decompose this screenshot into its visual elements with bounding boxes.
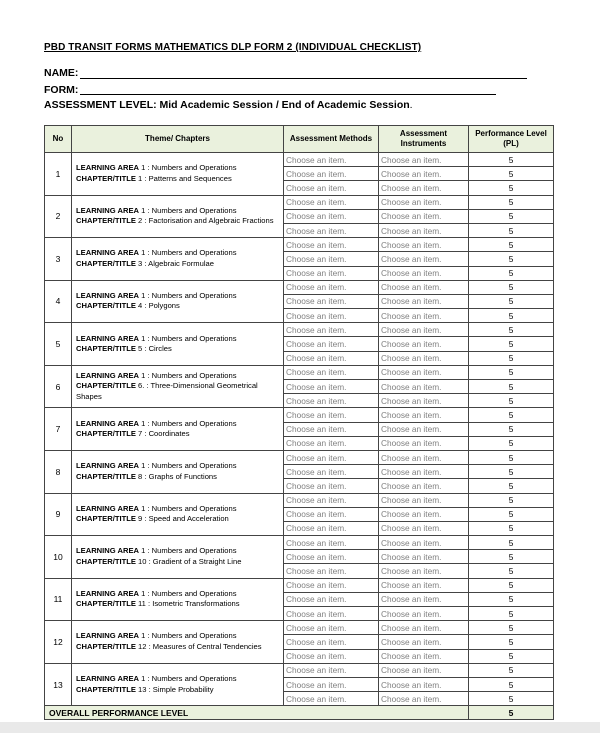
method-dropdown[interactable]: Choose an item. [284,422,379,436]
method-dropdown[interactable]: Choose an item. [284,479,379,493]
method-dropdown[interactable]: Choose an item. [284,649,379,663]
table-row [45,621,554,635]
chapter-title-label: CHAPTER/TITLE [76,599,136,609]
performance-level[interactable]: 5 [469,479,554,493]
performance-level[interactable]: 5 [469,294,554,308]
instrument-dropdown[interactable]: Choose an item. [379,209,469,223]
performance-level[interactable]: 5 [469,238,554,252]
chapter-number: 11 [45,578,72,621]
chapter-title-label: CHAPTER/TITLE [76,429,136,439]
learning-area-label: LEARNING AREA [76,461,140,471]
instrument-dropdown[interactable]: Choose an item. [379,536,469,550]
chapter-theme [72,238,284,281]
learning-area-text: 1 : Numbers and Operations [139,290,237,300]
chapter-theme [72,365,284,408]
instrument-dropdown[interactable]: Choose an item. [379,493,469,507]
performance-level[interactable]: 5 [469,649,554,663]
instrument-dropdown[interactable]: Choose an item. [379,167,469,181]
method-dropdown[interactable]: Choose an item. [284,692,379,706]
chapter-number: 3 [45,238,72,281]
instrument-dropdown[interactable]: Choose an item. [379,238,469,252]
instrument-dropdown[interactable]: Choose an item. [379,692,469,706]
learning-area-label: LEARNING AREA [76,205,140,215]
instrument-dropdown[interactable]: Choose an item. [379,422,469,436]
chapter-title-label: CHAPTER/TITLE [76,173,136,183]
instrument-dropdown[interactable]: Choose an item. [379,663,469,677]
learning-area-text: 1 : Numbers and Operations [139,248,237,258]
instrument-dropdown[interactable]: Choose an item. [379,578,469,592]
method-dropdown[interactable]: Choose an item. [284,607,379,621]
chapter-title-text: 10 : Gradient of a Straight Line [135,556,242,566]
instrument-dropdown[interactable]: Choose an item. [379,550,469,564]
performance-level[interactable]: 5 [469,493,554,507]
table-row [45,450,554,464]
chapter-title-label: CHAPTER/TITLE [76,216,136,226]
chapter-theme [72,663,284,706]
instrument-dropdown[interactable]: Choose an item. [379,450,469,464]
performance-level[interactable]: 5 [469,507,554,521]
chapter-title-text: 13 : Simple Probability [135,684,214,694]
method-dropdown[interactable]: Choose an item. [284,493,379,507]
performance-level[interactable]: 5 [469,621,554,635]
chapter-theme [72,323,284,366]
table-body [45,153,554,720]
performance-level[interactable]: 5 [469,209,554,223]
learning-area-label: LEARNING AREA [76,418,140,428]
method-dropdown[interactable]: Choose an item. [284,507,379,521]
instrument-dropdown[interactable]: Choose an item. [379,521,469,535]
chapter-title-label: CHAPTER/TITLE [76,344,136,354]
chapter-number: 12 [45,621,72,664]
header-theme: Theme/ Chapters [72,126,284,153]
instrument-dropdown[interactable]: Choose an item. [379,607,469,621]
table-row [45,408,554,422]
chapter-theme [72,493,284,536]
learning-area-text: 1 : Numbers and Operations [139,418,237,428]
chapter-theme [72,621,284,664]
instrument-dropdown[interactable]: Choose an item. [379,408,469,422]
method-dropdown[interactable]: Choose an item. [284,223,379,237]
instrument-dropdown[interactable]: Choose an item. [379,309,469,323]
learning-area-label: LEARNING AREA [76,248,140,258]
instrument-dropdown[interactable]: Choose an item. [379,294,469,308]
chapter-number: 10 [45,536,72,579]
performance-level[interactable]: 5 [469,365,554,379]
method-dropdown[interactable]: Choose an item. [284,550,379,564]
performance-level[interactable]: 5 [469,394,554,408]
chapter-number: 13 [45,663,72,706]
chapter-title-text: 11 : Isometric Transformations [135,599,240,609]
overall-label: OVERALL PERFORMANCE LEVEL [45,706,469,720]
performance-level[interactable]: 5 [469,408,554,422]
performance-level[interactable]: 5 [469,692,554,706]
chapter-number: 5 [45,323,72,366]
method-dropdown[interactable]: Choose an item. [284,450,379,464]
chapter-title-label: CHAPTER/TITLE [76,301,136,311]
assessment-level-period: . [409,99,413,111]
performance-level[interactable]: 5 [469,195,554,209]
chapter-theme [72,280,284,323]
method-dropdown[interactable]: Choose an item. [284,578,379,592]
performance-level[interactable]: 5 [469,351,554,365]
method-dropdown[interactable]: Choose an item. [284,635,379,649]
instrument-dropdown[interactable]: Choose an item. [379,337,469,351]
form-field[interactable] [80,94,496,95]
learning-area-label: LEARNING AREA [76,674,140,684]
learning-area-label: LEARNING AREA [76,503,140,513]
name-label: NAME: [44,67,79,79]
instrument-dropdown[interactable]: Choose an item. [379,436,469,450]
chapter-theme [72,578,284,621]
chapter-number: 8 [45,450,72,493]
method-dropdown[interactable]: Choose an item. [284,167,379,181]
table-row [45,578,554,592]
instrument-dropdown[interactable]: Choose an item. [379,280,469,294]
chapter-title-text: 12 : Measures of Central Tendencies [135,641,262,651]
learning-area-text: 1 : Numbers and Operations [139,333,237,343]
method-dropdown[interactable]: Choose an item. [284,408,379,422]
instrument-dropdown[interactable]: Choose an item. [379,479,469,493]
method-dropdown[interactable]: Choose an item. [284,209,379,223]
chapter-title-label: CHAPTER/TITLE [76,258,136,268]
performance-level[interactable]: 5 [469,337,554,351]
performance-level[interactable]: 5 [469,677,554,691]
table-header-row [45,126,554,153]
performance-level[interactable]: 5 [469,450,554,464]
chapter-title-text: 2 : Factorisation and Algebraic Fractions [135,216,274,226]
chapter-number: 4 [45,280,72,323]
instrument-dropdown[interactable]: Choose an item. [379,365,469,379]
instrument-dropdown[interactable]: Choose an item. [379,266,469,280]
chapter-number: 7 [45,408,72,451]
performance-level[interactable]: 5 [469,663,554,677]
method-dropdown[interactable]: Choose an item. [284,465,379,479]
method-dropdown[interactable]: Choose an item. [284,351,379,365]
instrument-dropdown[interactable]: Choose an item. [379,153,469,167]
method-dropdown[interactable]: Choose an item. [284,266,379,280]
chapter-title-label: CHAPTER/TITLE [76,684,136,694]
learning-area-text: 1 : Numbers and Operations [139,546,237,556]
method-dropdown[interactable]: Choose an item. [284,238,379,252]
chapter-number: 6 [45,365,72,408]
instrument-dropdown[interactable]: Choose an item. [379,564,469,578]
learning-area-text: 1 : Numbers and Operations [139,631,237,641]
method-dropdown[interactable]: Choose an item. [284,195,379,209]
method-dropdown[interactable]: Choose an item. [284,323,379,337]
overall-value: 5 [469,706,554,720]
chapter-number: 2 [45,195,72,238]
performance-level[interactable]: 5 [469,465,554,479]
instrument-dropdown[interactable]: Choose an item. [379,323,469,337]
method-dropdown[interactable]: Choose an item. [284,280,379,294]
performance-level[interactable]: 5 [469,266,554,280]
chapter-title-label: CHAPTER/TITLE [76,641,136,651]
learning-area-text: 1 : Numbers and Operations [139,588,237,598]
performance-level[interactable]: 5 [469,280,554,294]
method-dropdown[interactable]: Choose an item. [284,436,379,450]
method-dropdown[interactable]: Choose an item. [284,677,379,691]
learning-area-label: LEARNING AREA [76,631,140,641]
table-row [45,280,554,294]
performance-level[interactable]: 5 [469,252,554,266]
performance-level[interactable]: 5 [469,323,554,337]
chapter-number: 9 [45,493,72,536]
chapter-title-label: CHAPTER/TITLE [76,471,136,481]
performance-level[interactable]: 5 [469,167,554,181]
chapter-title-text: 8 : Graphs of Functions [135,471,217,481]
learning-area-label: LEARNING AREA [76,163,140,173]
instrument-dropdown[interactable]: Choose an item. [379,394,469,408]
learning-area-text: 1 : Numbers and Operations [139,370,237,380]
method-dropdown[interactable]: Choose an item. [284,536,379,550]
instrument-dropdown[interactable]: Choose an item. [379,181,469,195]
method-dropdown[interactable]: Choose an item. [284,521,379,535]
chapter-title-text: 7 : Coordinates [135,429,190,439]
learning-area-label: LEARNING AREA [76,290,140,300]
chapter-title-text: 4 : Polygons [135,301,180,311]
table-row [45,195,554,209]
table-row [45,663,554,677]
method-dropdown[interactable]: Choose an item. [284,153,379,167]
chapter-title-label: CHAPTER/TITLE [76,556,136,566]
method-dropdown[interactable]: Choose an item. [284,592,379,606]
instrument-dropdown[interactable]: Choose an item. [379,649,469,663]
form-label: FORM: [44,84,79,96]
learning-area-text: 1 : Numbers and Operations [139,205,237,215]
performance-level[interactable]: 5 [469,380,554,394]
instrument-dropdown[interactable]: Choose an item. [379,195,469,209]
method-dropdown[interactable]: Choose an item. [284,181,379,195]
name-field[interactable] [80,78,527,79]
instrument-dropdown[interactable]: Choose an item. [379,677,469,691]
instrument-dropdown[interactable]: Choose an item. [379,621,469,635]
header-instruments: Assessment Instruments [379,126,469,153]
performance-level[interactable]: 5 [469,181,554,195]
method-dropdown[interactable]: Choose an item. [284,380,379,394]
table-row [45,536,554,550]
page-title: PBD TRANSIT FORMS MATHEMATICS DLP FORM 2 (INDIVIDUAL CHECKLIST) [44,42,422,53]
header-performance-level: Performance Level (PL) [469,126,554,153]
table-row [45,365,554,379]
table-row [45,153,554,167]
chapter-title-text: 3 : Algebraic Formulae [135,258,214,268]
method-dropdown[interactable]: Choose an item. [284,294,379,308]
instrument-dropdown[interactable]: Choose an item. [379,465,469,479]
learning-area-text: 1 : Numbers and Operations [139,674,237,684]
performance-level[interactable]: 5 [469,564,554,578]
instrument-dropdown[interactable]: Choose an item. [379,223,469,237]
performance-level[interactable]: 5 [469,422,554,436]
performance-level[interactable]: 5 [469,635,554,649]
performance-level[interactable]: 5 [469,536,554,550]
learning-area-text: 1 : Numbers and Operations [139,461,237,471]
performance-level[interactable]: 5 [469,521,554,535]
performance-level[interactable]: 5 [469,436,554,450]
overall-row [45,706,554,720]
table-row [45,238,554,252]
performance-level[interactable]: 5 [469,153,554,167]
header-no: No [45,126,72,153]
chapter-theme [72,536,284,579]
instrument-dropdown[interactable]: Choose an item. [379,635,469,649]
method-dropdown[interactable]: Choose an item. [284,252,379,266]
instrument-dropdown[interactable]: Choose an item. [379,252,469,266]
performance-level[interactable]: 5 [469,309,554,323]
method-dropdown[interactable]: Choose an item. [284,564,379,578]
assessment-level [44,99,413,111]
chapter-title-text: 1 : Patterns and Sequences [135,173,232,183]
chapter-title-text: 6. : Three-Dimensional Geometrical Shapes [76,381,258,401]
chapter-theme [72,450,284,493]
method-dropdown[interactable]: Choose an item. [284,394,379,408]
method-dropdown[interactable]: Choose an item. [284,337,379,351]
instrument-dropdown[interactable]: Choose an item. [379,351,469,365]
method-dropdown[interactable]: Choose an item. [284,621,379,635]
performance-level[interactable]: 5 [469,592,554,606]
performance-level[interactable]: 5 [469,578,554,592]
bottom-scroll-strip [0,722,600,733]
learning-area-text: 1 : Numbers and Operations [139,503,237,513]
chapter-number: 1 [45,153,72,196]
learning-area-label: LEARNING AREA [76,546,140,556]
chapter-title-text: 9 : Speed and Acceleration [135,514,229,524]
instrument-dropdown[interactable]: Choose an item. [379,380,469,394]
method-dropdown[interactable]: Choose an item. [284,663,379,677]
performance-level[interactable]: 5 [469,607,554,621]
method-dropdown[interactable]: Choose an item. [284,365,379,379]
checklist-table [44,125,554,720]
table-row [45,323,554,337]
method-dropdown[interactable]: Choose an item. [284,309,379,323]
chapter-title-text: 5 : Circles [135,344,172,354]
header-methods: Assessment Methods [284,126,379,153]
learning-area-label: LEARNING AREA [76,333,140,343]
assessment-level-text: ASSESSMENT LEVEL: Mid Academic Session / End of Academic Session [44,99,410,111]
performance-level[interactable]: 5 [469,223,554,237]
performance-level[interactable]: 5 [469,550,554,564]
chapter-title-label: CHAPTER/TITLE [76,381,136,391]
instrument-dropdown[interactable]: Choose an item. [379,592,469,606]
chapter-title-label: CHAPTER/TITLE [76,514,136,524]
instrument-dropdown[interactable]: Choose an item. [379,507,469,521]
chapter-theme [72,408,284,451]
learning-area-label: LEARNING AREA [76,370,140,380]
chapter-theme [72,153,284,196]
table-row [45,493,554,507]
learning-area-text: 1 : Numbers and Operations [139,163,237,173]
chapter-theme [72,195,284,238]
learning-area-label: LEARNING AREA [76,588,140,598]
